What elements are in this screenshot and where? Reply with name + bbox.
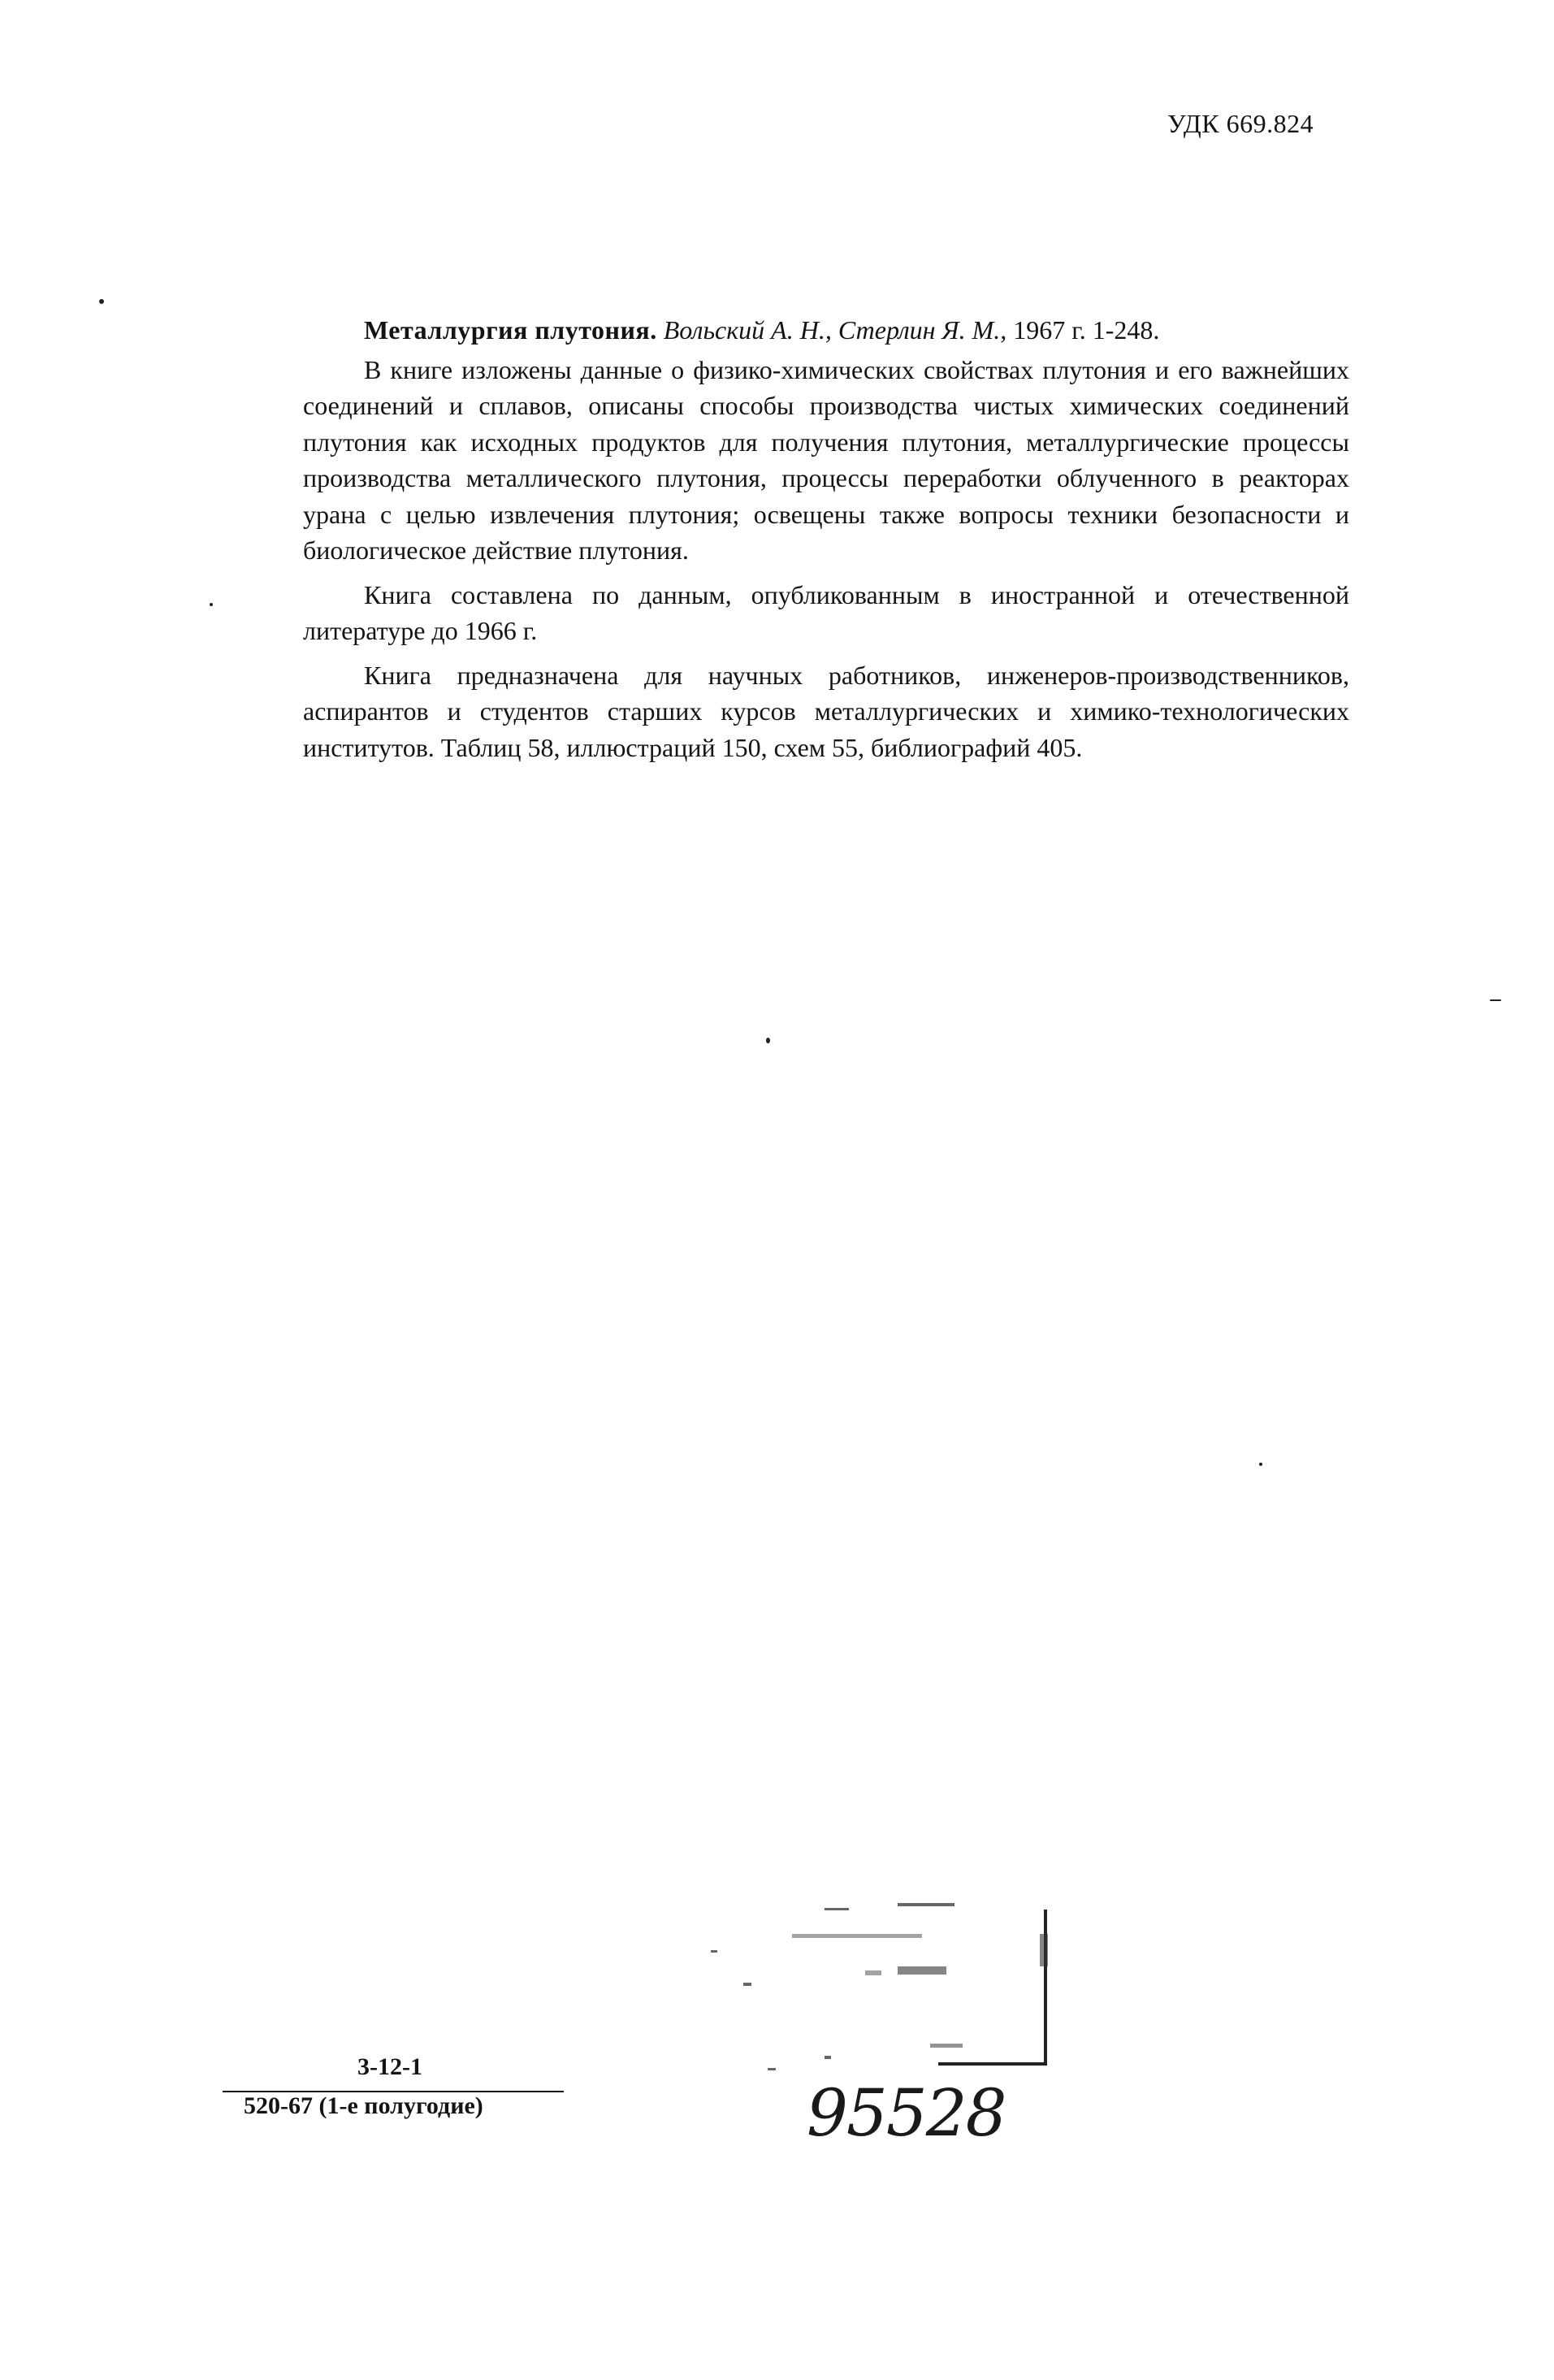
abstract-paragraph-2: Книга составлена по данным, опубликованным в иностранной и отечественной литературе до 1966 г. [303, 579, 1349, 645]
library-stamp-icon [695, 1901, 1060, 2076]
scan-speck [1259, 1463, 1262, 1466]
book-title: Металлургия плутония. [364, 315, 657, 345]
abstract-paragraph-1: В книге изложены данные о физико-химических свойствах плутония и его важнейших соединений и сплавов, описаны способы производства чистых химических соединений плутония как исходных продуктов для получения плутония, металлургические процессы производства металлического плутония, процессы переработки облученного в реакторах урана с целью извлечения плутония; освещены также вопросы техники безопасности и биологическое действие плутония. [303, 354, 1349, 565]
catalog-code-bottom: 520-67 (1-е полугодие) [244, 2092, 483, 2119]
scan-speck [99, 299, 104, 304]
udk-code: УДК 669.824 [1167, 109, 1314, 138]
scan-speck [766, 1038, 770, 1043]
scan-speck [210, 603, 213, 606]
book-authors: Вольский А. Н., Стерлин Я. М., [663, 315, 1007, 345]
catalog-code-top: 3-12-1 [357, 2053, 422, 2080]
abstract-paragraph-3: Книга предназначена для научных работников, инженеров-производственников, аспирантов и студентов старших курсов металлургических и химико-технологических институтов. Таблиц 58, иллюстраций 150, схем 55, библиографий 405. [303, 660, 1349, 762]
scan-speck [1490, 999, 1501, 1001]
book-year-pages: 1967 г. 1-248. [1013, 315, 1160, 345]
bibliographic-entry [303, 312, 1349, 349]
stamp-number: 95528 [807, 2075, 1006, 2151]
abstract-block [303, 312, 1349, 774]
